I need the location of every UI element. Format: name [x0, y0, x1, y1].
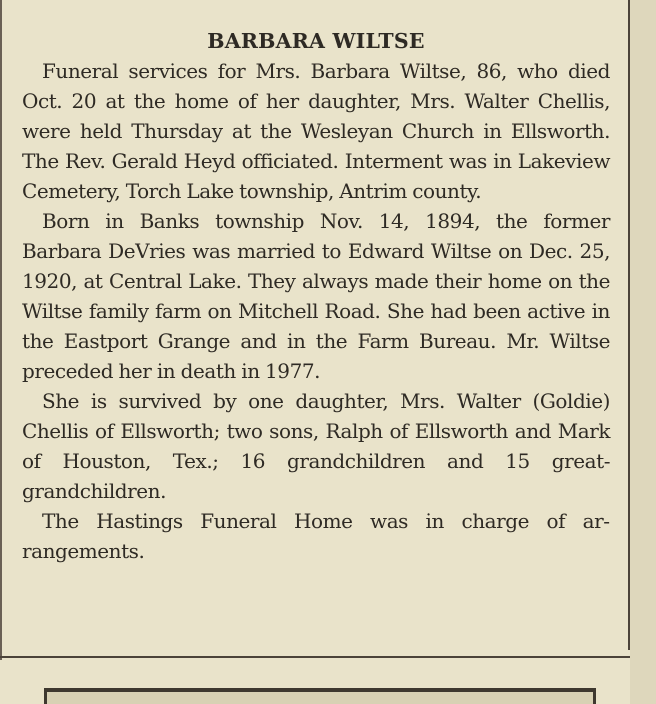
article-headline: BARBARA WILTSE: [207, 29, 425, 53]
bottom-column-rule: [0, 656, 630, 658]
next-article-box-edge: [44, 688, 596, 704]
left-column-rule: [0, 0, 2, 660]
article-paragraph: Born in Banks township Nov. 14, 1894, the former Barbara DeVries was married to Edward Wiltse on Dec. 25, 1920, at Central Lake. They always made their home on the Wiltse family farm on Mitchell Road. She had been active in the Eastport Grange and in the Farm Bureau. Mr. Wiltse preceded her in death in 1977.: [22, 209, 610, 383]
article-paragraph: She is survived by one daughter, Mrs. Walter (Goldie) Chellis of Ellsworth; two sons, Ralph of Ellsworth and Mark of Houston, Tex.; 16 grandchildren and 15 great-grandchildren.: [22, 389, 610, 503]
article-paragraph: Funeral services for Mrs. Barbara Wiltse, 86, who died Oct. 20 at the home of her daughter, Mrs. Walter Chellis, were held Thursday at the Wesleyan Church in Ellsworth. The Rev. Gerald Heyd officiated. Interment was in Lakeview Cemetery, Torch Lake township, Antrim county.: [22, 59, 610, 203]
obituary-article: [22, 26, 610, 566]
page-margin: [630, 0, 656, 704]
article-paragraph: The Hastings Funeral Home was in charge of arrangements.: [22, 509, 610, 563]
